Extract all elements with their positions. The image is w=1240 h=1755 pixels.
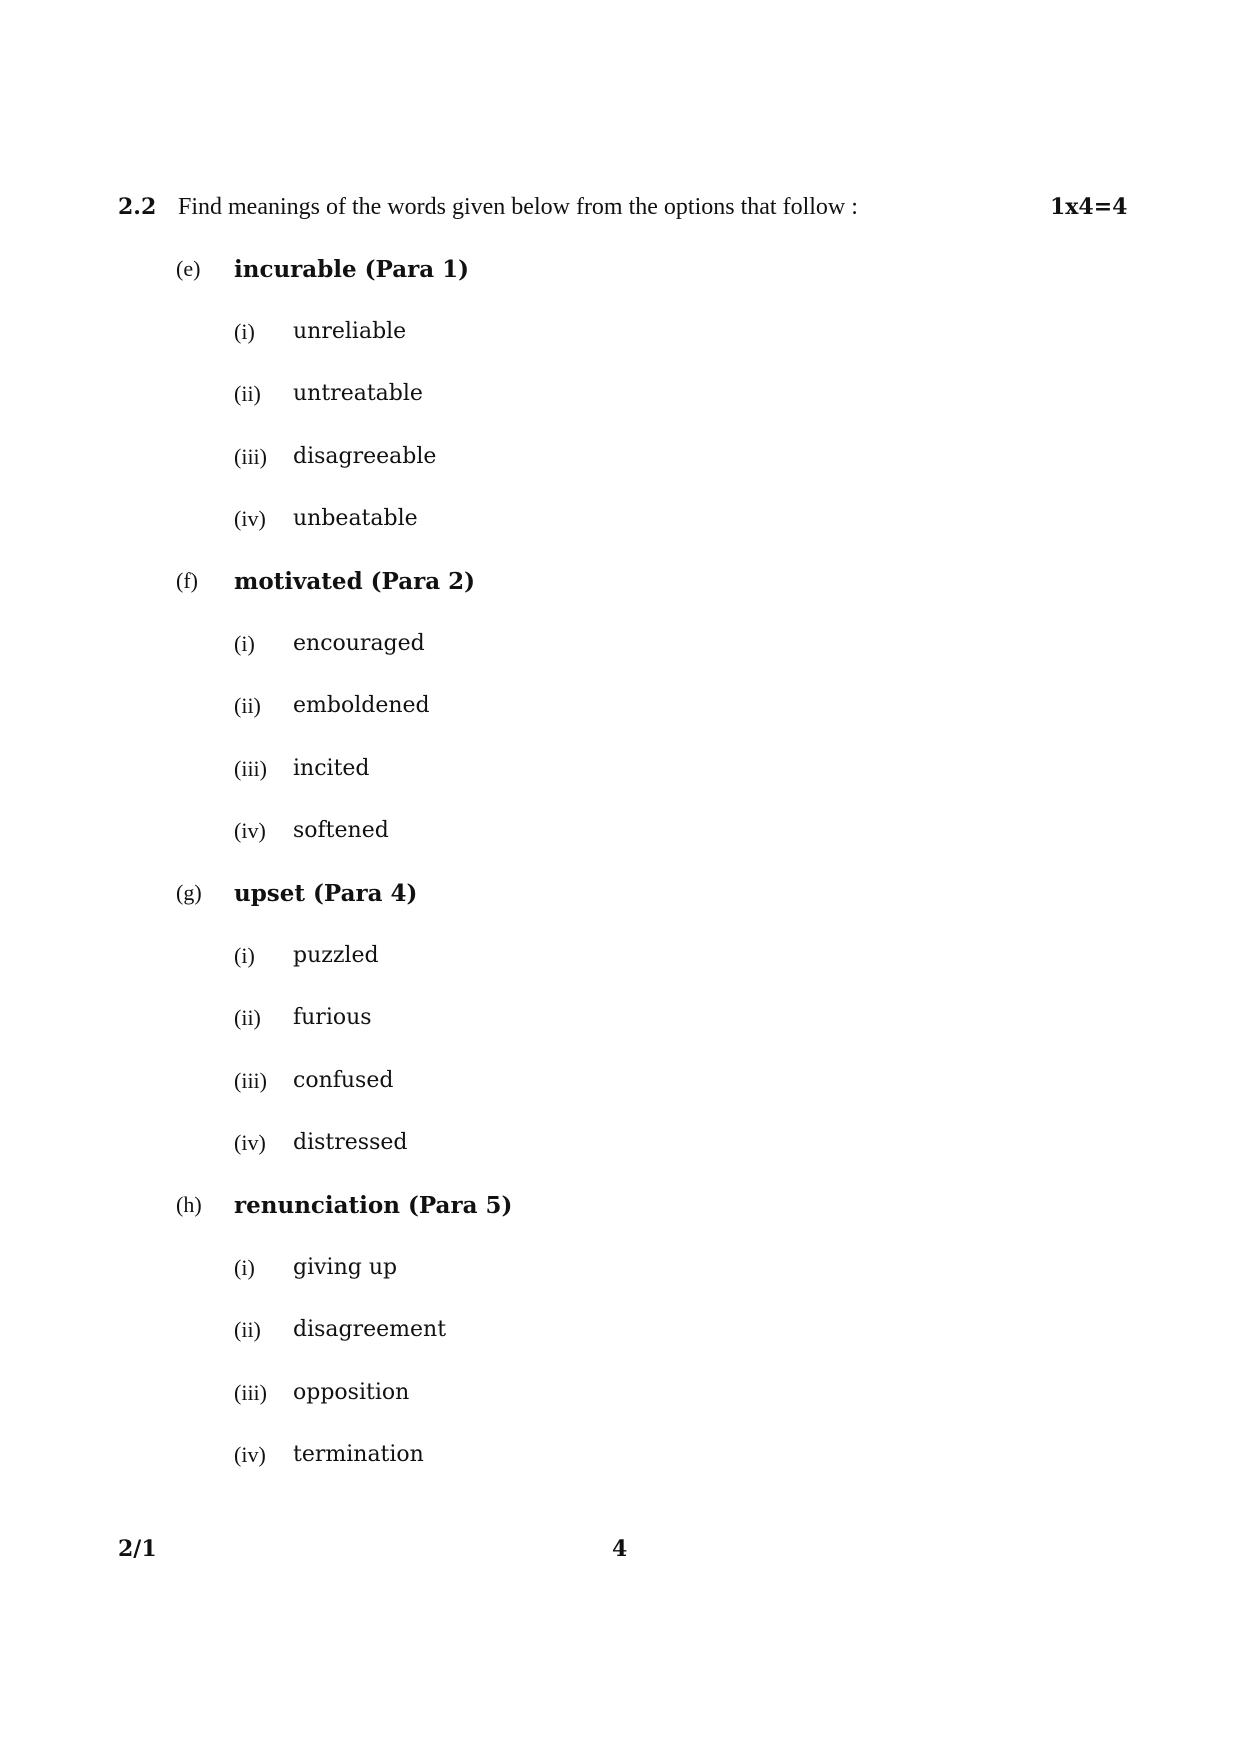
option-label: (iv) [234, 506, 266, 531]
question-number: 2.2 [118, 194, 157, 220]
option-text: giving up [293, 1255, 398, 1280]
item-label: (e) [176, 256, 201, 281]
option-label: (i) [234, 319, 255, 344]
option-text: incited [293, 756, 370, 781]
option-label: (i) [234, 1255, 255, 1280]
item-label: (f) [176, 568, 198, 593]
option-text: disagreement [293, 1317, 447, 1342]
option-text: puzzled [293, 943, 379, 968]
option-text: untreatable [293, 381, 423, 406]
option-label: (i) [234, 943, 255, 968]
option-label: (iv) [234, 1442, 266, 1467]
option-text: distressed [293, 1130, 408, 1155]
option-text: emboldened [293, 693, 430, 718]
item-word: renunciation (Para 5) [234, 1192, 513, 1219]
option-text: opposition [293, 1380, 410, 1405]
option-label: (ii) [234, 381, 261, 406]
option-label: (iii) [234, 756, 267, 781]
option-text: encouraged [293, 631, 425, 656]
option-label: (iii) [234, 1380, 267, 1405]
question-text: Find meanings of the words given below from the options that follow : [178, 194, 858, 220]
option-label: (ii) [234, 1005, 261, 1030]
item-word: incurable (Para 1) [234, 256, 470, 283]
item-label: (g) [176, 880, 202, 905]
option-label: (iv) [234, 818, 266, 843]
option-text: unreliable [293, 319, 407, 344]
option-label: (i) [234, 631, 255, 656]
paper-code: 2/1 [118, 1536, 157, 1562]
option-text: disagreeable [293, 444, 437, 469]
option-text: unbeatable [293, 506, 418, 531]
option-text: furious [293, 1005, 372, 1030]
option-label: (iii) [234, 1068, 267, 1093]
option-text: softened [293, 818, 389, 843]
page-number: 4 [612, 1536, 628, 1562]
option-label: (iii) [234, 444, 267, 469]
item-word: motivated (Para 2) [234, 568, 476, 595]
option-text: termination [293, 1442, 424, 1467]
option-label: (iv) [234, 1130, 266, 1155]
option-text: confused [293, 1068, 394, 1093]
item-label: (h) [176, 1192, 202, 1217]
option-label: (ii) [234, 1317, 261, 1342]
option-label: (ii) [234, 693, 261, 718]
item-word: upset (Para 4) [234, 880, 418, 907]
question-marks: 1x4=4 [1050, 194, 1128, 220]
